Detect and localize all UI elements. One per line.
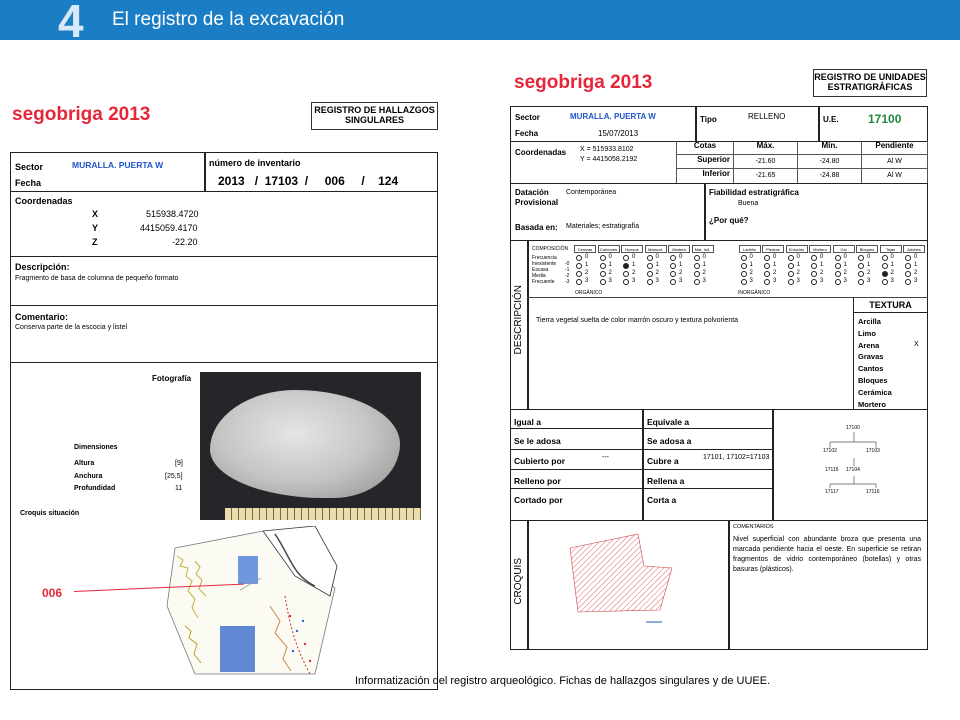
comp-radio[interactable]	[647, 255, 653, 261]
left-register-title: REGISTRO DE HALLAZGOS SINGULARES	[311, 102, 438, 130]
inf-min: -24.88	[798, 169, 862, 184]
basada-value: Materiales; estratigrafía	[566, 223, 640, 230]
page-title: El registro de la excavación	[112, 9, 345, 30]
ue-desc-value: Tierra vegetal suelta de color marrón oscuro y textura polvorienta	[536, 317, 739, 324]
comp-radio[interactable]	[600, 279, 606, 285]
comp-radio-num: 3	[679, 278, 683, 284]
croquis-sketch	[560, 530, 690, 630]
comp-radio-num: 3	[843, 278, 847, 284]
comp-radio[interactable]	[858, 271, 864, 277]
textura-item: Mortero	[858, 399, 886, 409]
desc-value: Fragmento de basa de columna de pequeño formato	[15, 275, 179, 282]
comp-radio[interactable]	[858, 255, 864, 261]
comp-radio-num: 3	[773, 278, 777, 284]
comp-radio-num: 2	[796, 270, 800, 276]
comp-col-header: Mat. Ind.	[692, 245, 714, 253]
divider	[642, 409, 644, 521]
comp-radio-num: 1	[632, 262, 636, 268]
anchura-value: [25,5]	[165, 473, 183, 480]
comp-col-header: Enlucido	[786, 245, 808, 253]
comp-radio[interactable]	[882, 279, 888, 285]
left-brand: segobriga 2013	[12, 104, 151, 125]
datacion-value: Contemporánea	[566, 189, 617, 196]
comp-radio[interactable]	[811, 263, 817, 269]
comp-radio-num: 0	[632, 254, 636, 260]
desc-label: Descripción:	[15, 262, 70, 272]
comp-radio-num: 3	[914, 278, 918, 284]
comp-radio[interactable]	[788, 263, 794, 269]
comp-radio-num: 2	[843, 270, 847, 276]
comp-radio-num: 1	[820, 262, 824, 268]
comp-radio[interactable]	[694, 263, 700, 269]
inv-label: número de inventario	[209, 158, 301, 168]
sup-label: Superior	[676, 155, 734, 169]
croquis-label: Croquis situación	[20, 510, 80, 517]
comp-radio[interactable]	[741, 271, 747, 277]
comp-radio-num: 1	[843, 262, 847, 268]
comp-radio[interactable]	[623, 271, 629, 277]
comp-radio-num: 0	[773, 254, 777, 260]
croquis-side-label: CROQUIS	[513, 558, 524, 605]
fiab-label: Fiabilidad estratigráfica	[709, 188, 799, 197]
seadosaa-label: Se adosa a	[647, 436, 692, 446]
sup-pend: Al W	[862, 155, 928, 169]
textura-item: Limo	[858, 328, 876, 338]
coord-box	[10, 191, 438, 257]
comp-radio[interactable]	[882, 255, 888, 261]
freq-label: Frecuencia	[532, 255, 557, 261]
comp-radio-num: 2	[914, 270, 918, 276]
divider	[204, 152, 206, 192]
comp-radio-num: 0	[796, 254, 800, 260]
comp-radio[interactable]	[835, 255, 841, 261]
comp-radio-num: 0	[749, 254, 753, 260]
comp-radio[interactable]	[623, 263, 629, 269]
basada-label: Basada en:	[515, 223, 558, 232]
comp-radio[interactable]	[835, 271, 841, 277]
comp-radio[interactable]	[905, 263, 911, 269]
cubre-label: Cubre a	[647, 456, 679, 466]
comp-radio-num: 1	[749, 262, 753, 268]
ue-fecha-value: 15/07/2013	[598, 129, 639, 138]
com-value: Conserva parte de la escocia y listel	[15, 324, 128, 331]
comp-radio-num: 1	[655, 262, 659, 268]
comp-radio-num: 1	[608, 262, 612, 268]
comp-radio[interactable]	[882, 263, 888, 269]
comp-radio-num: 1	[914, 262, 918, 268]
comp-radio[interactable]	[788, 279, 794, 285]
comp-col-header: Cal	[833, 245, 855, 253]
freq-label: Media	[532, 273, 546, 279]
sector-label: Sector	[15, 162, 44, 172]
comp-radio[interactable]	[741, 255, 747, 261]
comp-radio[interactable]	[764, 263, 770, 269]
comp-radio[interactable]	[694, 271, 700, 277]
comp-radio[interactable]	[858, 263, 864, 269]
descripcion-side-label: DESCRIPCIÓN	[513, 285, 524, 355]
figure-caption: Informatización del registro arqueológico. Fichas de hallazgos singulares y de UUEE.	[355, 675, 771, 687]
comp-radio[interactable]	[764, 255, 770, 261]
ue-x-value: X = 515933.8102	[580, 146, 634, 153]
sup-min: -24.80	[798, 155, 862, 169]
comp-radio-num: 2	[702, 270, 706, 276]
fiab-value: Buena	[738, 200, 759, 207]
cubierto-label: Cubierto por	[514, 456, 565, 466]
equivale-label: Equivale a	[647, 417, 690, 427]
inorganico-label: INORGÁNICO	[738, 290, 771, 296]
comp-radio[interactable]	[647, 263, 653, 269]
harris-node: 17104	[846, 467, 860, 473]
comp-radio[interactable]	[576, 279, 582, 285]
textura-item: Cantos	[858, 364, 884, 374]
comp-radio-num: 0	[867, 254, 871, 260]
comp-radio[interactable]	[576, 255, 582, 261]
divider	[510, 428, 773, 429]
divider	[695, 106, 697, 142]
comp-radio[interactable]	[576, 263, 582, 269]
comp-radio[interactable]	[623, 279, 629, 285]
y-label: Y	[92, 223, 99, 233]
comp-col-header: Madera	[668, 245, 690, 253]
comp-radio[interactable]	[811, 279, 817, 285]
comp-radio-num: 0	[679, 254, 683, 260]
comp-radio-num: 2	[655, 270, 659, 276]
comp-col-header: Carbones	[598, 245, 620, 253]
altura-label: Altura	[74, 460, 95, 467]
comp-radio[interactable]	[647, 271, 653, 277]
composicion-label: COMPOSICIÓN	[532, 246, 569, 252]
comp-radio-num: 2	[679, 270, 683, 276]
harris-node: 17103	[866, 448, 880, 454]
harris-node: 17117	[825, 489, 839, 495]
x-label: X	[92, 209, 99, 219]
comp-radio-num: 3	[890, 278, 894, 284]
comp-radio[interactable]	[670, 279, 676, 285]
comp-radio[interactable]	[623, 255, 629, 261]
comp-radio[interactable]	[670, 271, 676, 277]
comp-radio[interactable]	[788, 271, 794, 277]
cortado-label: Cortado por	[514, 495, 563, 505]
harris-node: 17102	[823, 448, 837, 454]
divider	[818, 106, 820, 142]
com-label: Comentario:	[15, 312, 69, 322]
comp-radio[interactable]	[670, 263, 676, 269]
scale-ruler	[225, 508, 421, 520]
chapter-number: 4	[58, 0, 84, 47]
comp-radio-num: 3	[820, 278, 824, 284]
right-brand: segobriga 2013	[514, 72, 653, 93]
comp-radio-num: 0	[655, 254, 659, 260]
comp-radio-num: 3	[749, 278, 753, 284]
relleno-label: Relleno por	[514, 476, 561, 486]
textura-item: Arena	[858, 340, 880, 350]
divider	[510, 449, 773, 450]
textura-item: Cerámica	[858, 387, 892, 397]
comp-radio-num: 1	[867, 262, 871, 268]
ue-sector-label: Sector	[515, 113, 540, 122]
comp-radio-num: 2	[890, 270, 894, 276]
ue-value: 17100	[868, 112, 902, 126]
comp-radio-num: 3	[796, 278, 800, 284]
comp-col-header: Cenizas	[574, 245, 596, 253]
comp-radio-num: 1	[585, 262, 589, 268]
comp-radio-num: 3	[655, 278, 659, 284]
corta-label: Corta a	[647, 495, 677, 505]
comp-col-header: Huesos	[621, 245, 643, 253]
textura-item: Bloques	[858, 376, 888, 385]
comp-radio-num: 1	[679, 262, 683, 268]
textura-box	[853, 297, 928, 410]
comp-radio-num: 0	[585, 254, 589, 260]
comp-col-header: Adobes	[903, 245, 925, 253]
comp-radio-num: 0	[914, 254, 918, 260]
divider	[728, 520, 730, 650]
inf-pend: Al W	[862, 169, 928, 184]
freq-label: Frecuente	[532, 279, 555, 285]
divider	[510, 488, 773, 489]
divider	[510, 469, 773, 470]
freq-labels	[532, 255, 557, 285]
header-bar	[0, 0, 960, 47]
comp-radio[interactable]	[647, 279, 653, 285]
pend-label: Pendiente	[862, 141, 928, 155]
comp-radio[interactable]	[764, 279, 770, 285]
comp-radio[interactable]	[576, 271, 582, 277]
anchura-label: Anchura	[74, 473, 103, 480]
comp-radio-num: 3	[585, 278, 589, 284]
comp-radio-num: 0	[608, 254, 612, 260]
y-value: 4415059.4170	[140, 223, 198, 233]
comp-radio-num: 3	[608, 278, 612, 284]
freq-num: -3	[565, 279, 570, 285]
arena-mark: X	[914, 341, 919, 348]
comp-radio[interactable]	[811, 255, 817, 261]
comp-radio[interactable]	[741, 263, 747, 269]
comp-radio[interactable]	[600, 271, 606, 277]
comp-radio[interactable]	[835, 263, 841, 269]
ue-label: U.E.	[823, 115, 839, 124]
min-label: Mín.	[798, 141, 862, 155]
foto-label: Fotografía	[152, 374, 192, 383]
harris-node: 17115	[825, 467, 839, 473]
comp-radio[interactable]	[905, 279, 911, 285]
divider	[704, 183, 706, 241]
tipo-label: Tipo	[700, 115, 717, 124]
comp-col-header: Tejas	[880, 245, 902, 253]
cubierto-value: ---	[602, 454, 609, 461]
seadosa-label: Se le adosa	[514, 436, 561, 446]
z-label: Z	[92, 237, 98, 247]
inf-label: Inferior	[676, 169, 734, 184]
comp-col-header: Malacol.	[645, 245, 667, 253]
divider	[527, 520, 529, 650]
textura-label: TEXTURA	[854, 297, 927, 313]
marker-label: 006	[42, 586, 63, 600]
comp-radio[interactable]	[858, 279, 864, 285]
comp-radio[interactable]	[694, 279, 700, 285]
datacion-label: Datación Provisional	[515, 188, 559, 207]
comp-radio-num: 1	[890, 262, 894, 268]
comp-radio[interactable]	[811, 271, 817, 277]
comment-box	[10, 305, 438, 363]
ue-sector-value: MURALLA. PUERTA W	[570, 112, 656, 121]
coord-label: Coordenadas	[15, 196, 73, 206]
right-register-title: REGISTRO DE UNIDADES ESTRATIGRÁFICAS	[813, 69, 927, 97]
comp-radio[interactable]	[905, 271, 911, 277]
freq-num: -1	[565, 267, 570, 273]
column-base-stone	[210, 390, 400, 498]
fecha-label: Fecha	[15, 178, 42, 188]
comp-radio-num: 1	[796, 262, 800, 268]
comp-radio-num: 0	[702, 254, 706, 260]
comp-radio[interactable]	[600, 263, 606, 269]
comp-radio-num: 3	[632, 278, 636, 284]
comp-radio[interactable]	[905, 255, 911, 261]
comp-radio[interactable]	[764, 271, 770, 277]
comp-radio-num: 2	[820, 270, 824, 276]
comp-col-header: Mortero	[809, 245, 831, 253]
comp-radio-num: 2	[749, 270, 753, 276]
igual-label: Igual a	[514, 417, 541, 427]
z-value: -22.20	[172, 237, 198, 247]
x-value: 515938.4720	[146, 209, 199, 219]
ue-y-value: Y = 4415058.2192	[580, 156, 638, 163]
ue-fecha-label: Fecha	[515, 129, 539, 138]
freq-label: Inexistente	[532, 261, 557, 267]
max-label: Máx.	[734, 141, 798, 155]
sector-value: MURALLA. PUERTA W	[72, 160, 164, 170]
organico-label: ORGÁNICO	[575, 290, 603, 296]
site-map-drawing	[165, 526, 343, 676]
textura-item: Arcilla	[858, 317, 881, 326]
harris-node: 17116	[866, 489, 880, 495]
comp-radio-num: 2	[585, 270, 589, 276]
comp-col-header: Piedras	[762, 245, 784, 253]
comp-radio[interactable]	[882, 271, 888, 277]
comp-radio[interactable]	[741, 279, 747, 285]
freq-label: Escasa	[532, 267, 549, 273]
comp-radio[interactable]	[670, 255, 676, 261]
freq-num: -2	[565, 273, 570, 279]
comp-col-header: Bloques	[856, 245, 878, 253]
altura-value: [9]	[175, 460, 183, 467]
comp-radio[interactable]	[788, 255, 794, 261]
comp-radio-num: 2	[608, 270, 612, 276]
prof-value: 11	[175, 485, 183, 492]
comp-col-header: Ladrillo	[739, 245, 761, 253]
comentarios-value: Nivel superficial con abundante broza que presenta una marcada pendiente hacia el oeste. En superficie se retiran fragmentos de vidrio contemporáneo (botellas) y otras basuras (plásticos).	[733, 536, 921, 573]
comp-radio-num: 2	[773, 270, 777, 276]
comp-radio-num: 2	[632, 270, 636, 276]
dim-label: Dimensiones	[74, 444, 118, 451]
comp-radio-num: 0	[843, 254, 847, 260]
divider	[527, 240, 529, 410]
comp-radio-num: 3	[867, 278, 871, 284]
comentarios-label: COMENTARIOS	[733, 524, 774, 530]
cotas-label: Cotas	[676, 141, 734, 155]
sup-max: -21.60	[734, 155, 798, 169]
rellena-label: Rellena a	[647, 476, 685, 486]
comp-radio[interactable]	[600, 255, 606, 261]
comp-radio-num: 0	[890, 254, 894, 260]
artifact-photo	[200, 372, 421, 520]
comp-radio-num: 2	[867, 270, 871, 276]
comp-radio-num: 0	[820, 254, 824, 260]
freq-num: -0	[565, 261, 570, 267]
ue-coord-label: Coordenadas	[515, 148, 567, 157]
cubre-value: 17101, 17102=17103	[703, 454, 770, 461]
site-map	[165, 526, 343, 676]
cotas-grid	[676, 141, 928, 184]
comp-radio[interactable]	[694, 255, 700, 261]
comp-radio[interactable]	[835, 279, 841, 285]
comp-radio-num: 3	[702, 278, 706, 284]
comp-radio-num: 1	[702, 262, 706, 268]
tipo-value: RELLENO	[748, 112, 786, 121]
inf-max: -21.65	[734, 169, 798, 184]
harris-node: 17100	[846, 425, 860, 431]
prof-label: Profundidad	[74, 485, 116, 492]
textura-item: Gravas	[858, 352, 884, 362]
comp-radio-num: 1	[773, 262, 777, 268]
divider	[772, 409, 774, 521]
freq-nums	[565, 261, 569, 285]
inv-value: 2013 / 17103 / 006 / 124	[218, 174, 399, 188]
porque-label: ¿Por qué?	[709, 216, 749, 225]
